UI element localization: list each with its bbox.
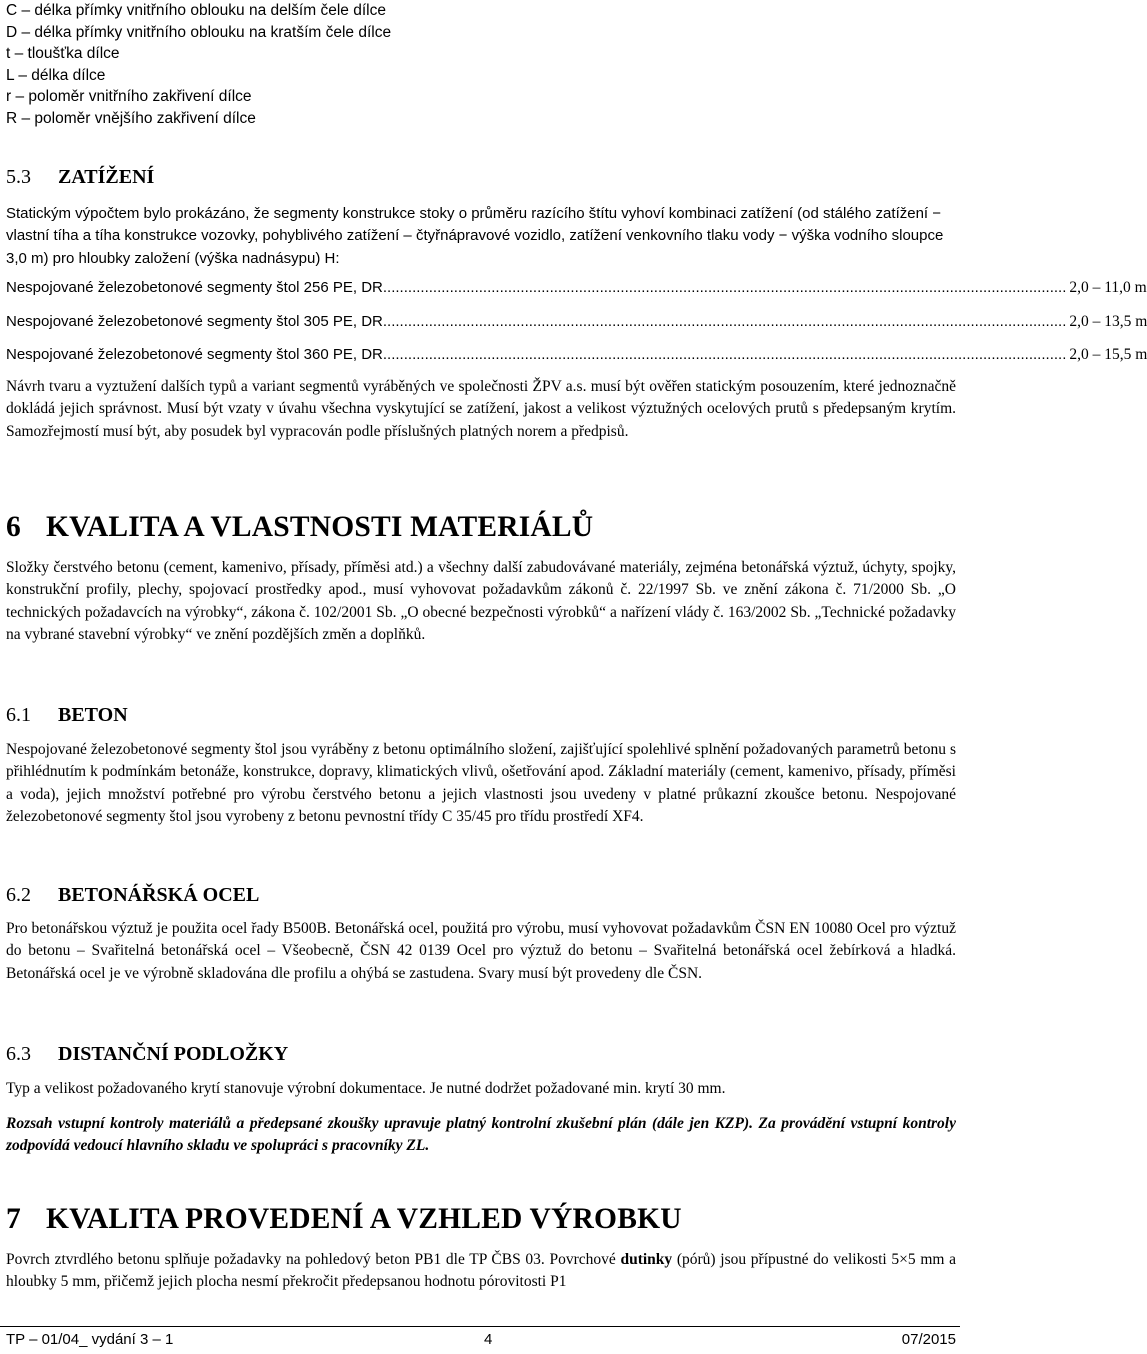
definition-item: t – tloušťka dílce: [6, 45, 120, 63]
definition-item: C – délka přímky vnitřního oblouku na delším čele dílce: [6, 2, 386, 19]
section-heading-6-1: [6, 704, 128, 727]
chapter-heading-7: [6, 1203, 682, 1236]
section-title: DISTANČNÍ PODLOŽKY: [58, 1043, 289, 1065]
load-row: Nespojované železobetonové segmenty štol 305 PE, DR .................................................................................................................................................................... 2,0 – 13,5 m: [6, 313, 1147, 330]
chapter-heading-6: [6, 511, 593, 544]
load-row-label: Nespojované železobetonové segmenty štol 305 PE, DR: [6, 313, 383, 330]
load-row-value: 2,0 – 13,5 m: [1069, 313, 1147, 330]
section-heading-6-3: [6, 1043, 288, 1066]
definition-item: R – poloměr vnějšího zakřivení dílce: [6, 109, 256, 127]
chapter-number: 6: [6, 511, 21, 543]
load-row: Nespojované železobetonové segmenty štol 256 PE, DR .................................................................................................................................................................... 2,0 – 11,0 m: [6, 279, 1147, 296]
footer-divider: [0, 1326, 960, 1327]
load-row-value: 2,0 – 15,5 m: [1069, 346, 1147, 363]
chapter-number: 7: [6, 1203, 21, 1235]
definitions-list: [6, 0, 391, 130]
footer-page-number: 4: [484, 1331, 493, 1348]
materials-paragraph: Složky čerstvého betonu (cement, kamenivo, přísady, příměsi atd.) a všechny další zabudovávané materiály, zejména betonářská výztuž, úchyty, spojky, konstrukční profily, plechy, spojovací prostředky apod., musí vyhovovat požadavkům zákonů č. 22/1997 Sb. ve znění zákona č. 71/2000 Sb. „O technických požadavcích na výrobky“, zákona č. 102/2001 Sb. „O obecné bezpečnosti výrobků“ a nařízení vlády č. 163/2002 Sb. „Technické požadavky na vybrané stavební výrobky“ ve znění pozdějších změn a doplňků.: [6, 559, 956, 644]
section-number: 6.2: [6, 884, 31, 906]
footer-doc-id: TP – 01/04_ vydání 3 – 1: [6, 1331, 174, 1348]
section-title: BETONÁŘSKÁ OCEL: [58, 884, 260, 906]
load-row-label: Nespojované železobetonové segmenty štol 360 PE, DR: [6, 346, 383, 363]
spacers-paragraph: Typ a velikost požadovaného krytí stanovuje výrobní dokumentace. Je nutné dodržet požadované min. krytí 30 mm.: [6, 1080, 726, 1097]
chapter-title: KVALITA PROVEDENÍ A VZHLED VÝROBKU: [46, 1203, 682, 1235]
section-title: BETON: [58, 704, 128, 726]
concrete-paragraph: Nespojované železobetonové segmenty štol jsou vyráběny z betonu optimálního složení, zajišťující spolehlivé splnění požadovaných parametrů betonu s přihlédnutím k podmínkám betonáže, konstrukce, dopravy, klimatických vlivů, ošetřování apod. Základní materiály (cement, kamenivo, přísady, příměsi a voda), jejich množství potřebné pro výrobu čerstvého betonu a jejich vlastnosti jsou uvedeny v platné průkazní zkoušce betonu. Nespojované železobetonové segmenty štol jsou vyrobeny z betonu pevnostní třídy C 35/45 pro třídu prostředí XF4.: [6, 741, 956, 826]
section-number: 6.1: [6, 704, 31, 726]
load-intro-paragraph: Statickým výpočtem bylo prokázáno, že segmenty konstrukce stoky o průměru razícího štítu vyhoví kombinaci zatížení (od stálého zatížení − vlastní tíha a tíha konstrukce vozovky, pohyblivého zatížení – čtyřnápravové vozidlo, zatížení venkovního tlaku vody − výška vodního sloupce 3,0 m) pro hloubky založení (výška nadnásypu) H:: [6, 205, 944, 267]
section-title: ZATÍŽENÍ: [58, 166, 155, 188]
section-heading-6-2: [6, 884, 259, 907]
footer-date: 07/2015: [901, 1331, 956, 1348]
section-number: 6.3: [6, 1043, 31, 1065]
load-row-value: 2,0 – 11,0 m: [1069, 279, 1147, 296]
bold-term: dutinky: [620, 1251, 673, 1268]
chapter-title: KVALITA A VLASTNOSTI MATERIÁLŮ: [46, 511, 594, 543]
section-heading-5-3: [6, 166, 154, 189]
incoming-inspection-note: Rozsah vstupní kontroly materiálů a předepsané zkoušky upravuje platný kontrolní zkušební plán (dále jen KZP). Za provádění vstupní kontroly zodpovídá vedoucí hlavního skladu ve spolupráci s pracovníky ZL.: [6, 1115, 956, 1155]
steel-paragraph: Pro betonářskou výztuž je použita ocel řady B500B. Betonářská ocel, použitá pro výrobu, musí vyhovovat požadavkům ČSN EN 10080 Ocel pro výztuž do betonu – Svařitelná betonářská ocel – Všeobecně, ČSN 42 0139 Ocel pro výztuž do betonu – Svařitelná betonářská ocel žebírková a hladká. Betonářská ocel je ve výrobně skladována dle profilu a ohýbá se zastudena. Svary musí být provedeny dle ČSN.: [6, 920, 956, 982]
section-number: 5.3: [6, 166, 31, 188]
design-note-paragraph: Návrh tvaru a vyztužení dalších typů a variant segmentů vyráběných ve společnosti ŽPV a.s. musí být ověřen statickým posouzením, které jednoznačně dokládá jejich správnost. Musí být vzaty v úvahu všechna vyskytující se zatížení, jakost a velikost výztužných ocelových prutů s předepsaným krytím. Samozřejmostí musí být, aby posudek byl vypracován podle příslušných platných norem a předpisů.: [6, 378, 956, 440]
definition-item: r – poloměr vnitřního zakřivení dílce: [6, 88, 252, 106]
definition-item: D – délka přímky vnitřního oblouku na kratším čele dílce: [6, 23, 392, 41]
quality-paragraph: Povrch ztvrdlého betonu splňuje požadavky na pohledový beton PB1 dle TP ČBS 03. Povrchové dutinky (pórů) jsou přípustné do velikosti 5×5 mm a hloubky 5 mm, přičemž jejich plocha nesmí překročit předepsanou hodnotu pórovitosti P1: [6, 1251, 956, 1291]
definition-item: L – délka dílce: [6, 66, 106, 84]
load-row: Nespojované železobetonové segmenty štol 360 PE, DR .................................................................................................................................................................... 2,0 – 15,5 m: [6, 346, 1147, 363]
load-row-label: Nespojované železobetonové segmenty štol 256 PE, DR: [6, 279, 383, 296]
